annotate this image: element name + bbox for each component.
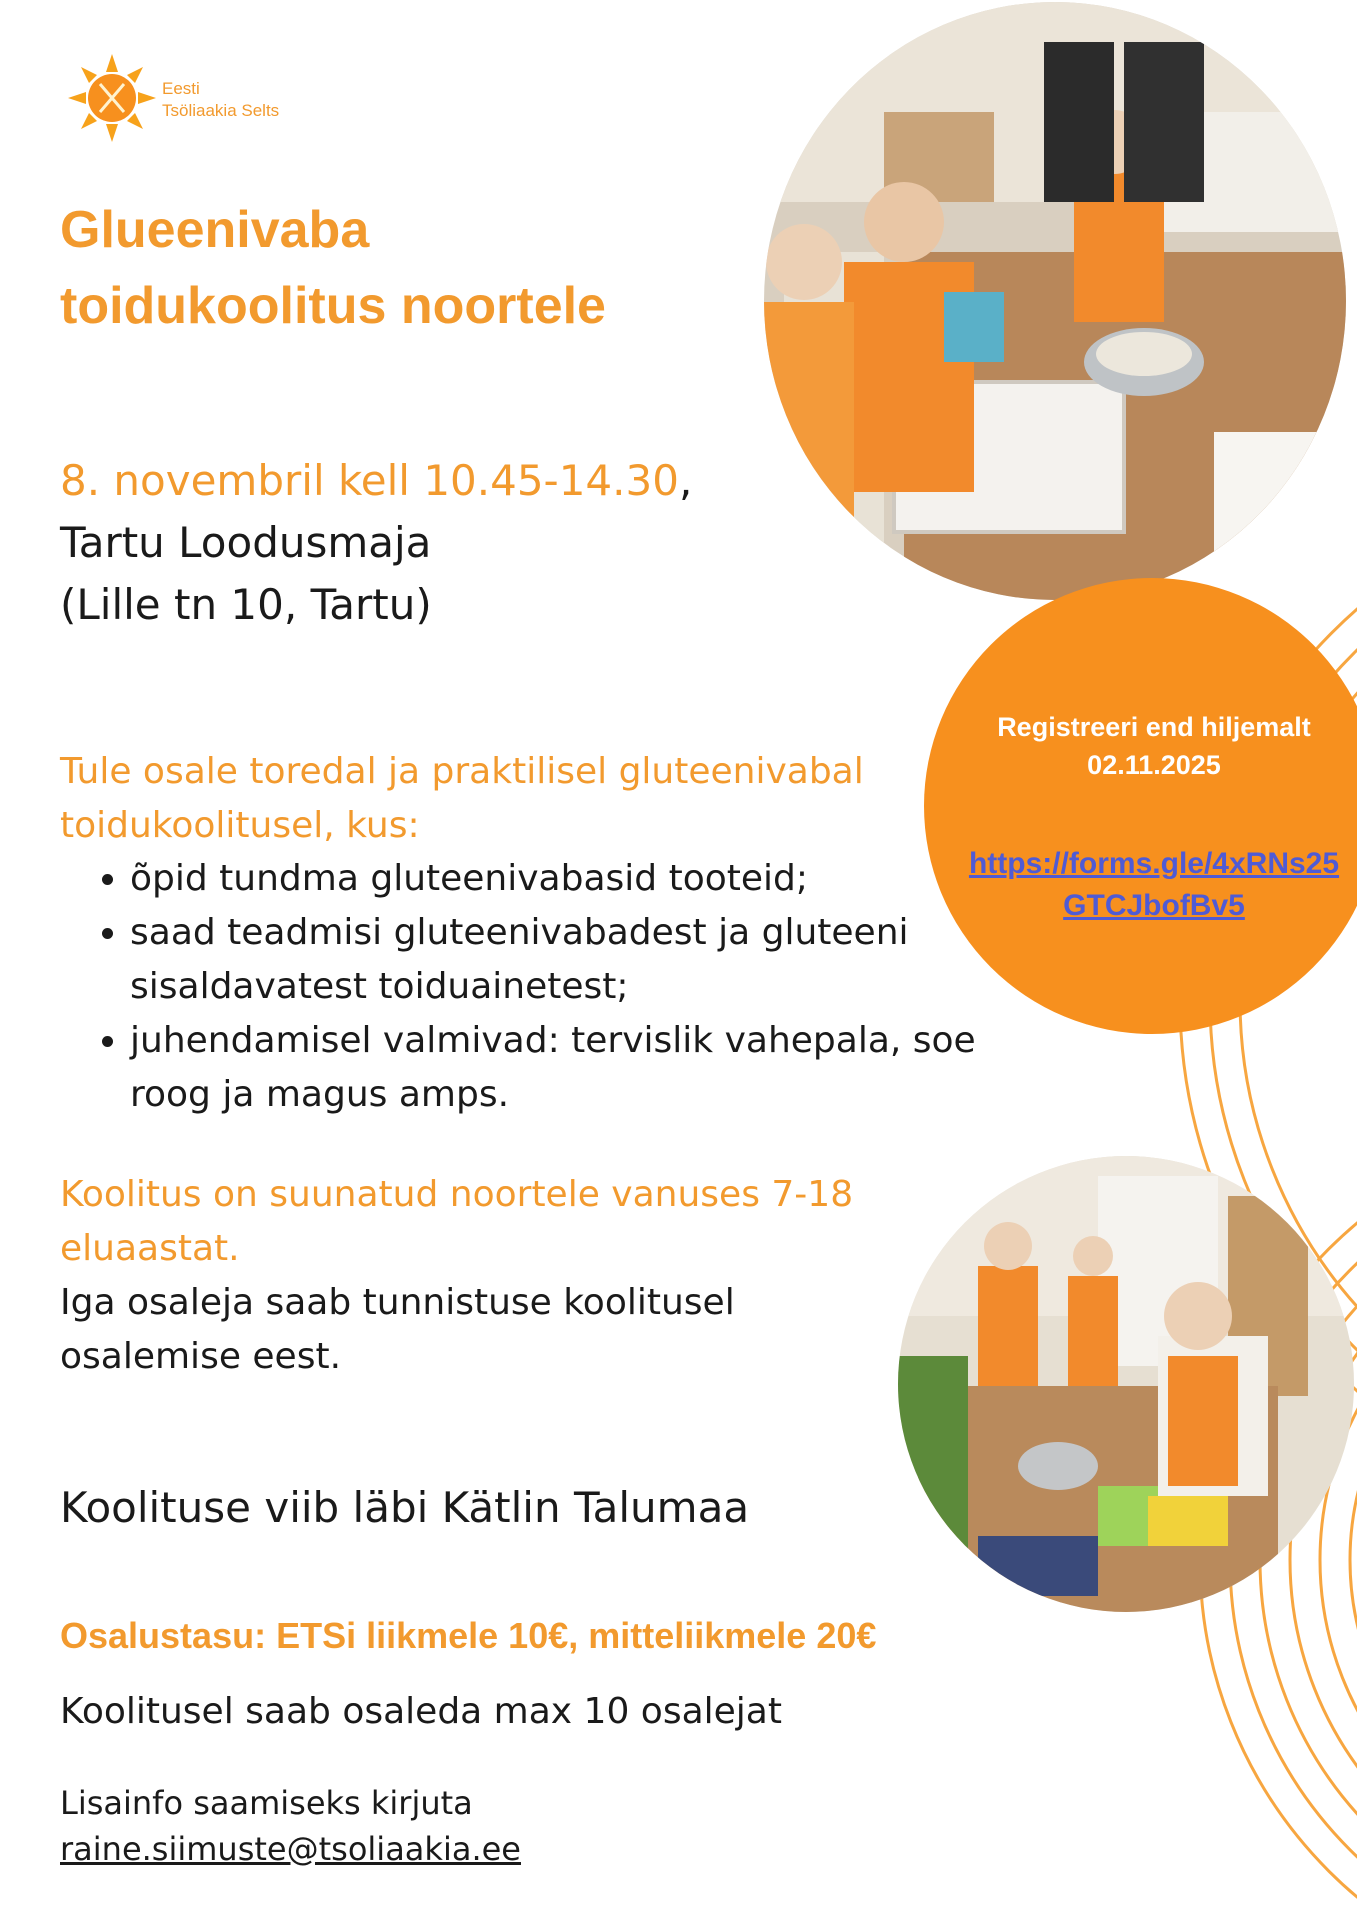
topics-list [60,852,1010,1122]
certificate-text: Iga osaleja saab tunnistuse koolitusel osalemise eest. [60,1282,735,1377]
registration-form-link[interactable]: https://forms.gle/4xRNs25GTCJbofBv5 [968,847,1340,922]
sun-logo-icon [66,52,158,144]
registration-circle [924,578,1357,1034]
event-date-time: 8. novembril kell 10.45-14.30 [60,456,679,505]
org-name-line2: Tsöliaakia Selts [162,101,280,120]
contact-block [60,1780,760,1872]
org-name-line1: Eesti [162,79,200,98]
list-item: • saad teadmisi gluteenivabadest ja gluteeni sisaldavatest toiduainetest; [130,906,1010,1014]
cooking-photo-bottom [898,1156,1354,1612]
org-logo [66,52,326,144]
target-group-text: Koolitus on suunatud noortele vanuses 7-18 eluaastat. [60,1174,854,1269]
cooking-photo-top [764,2,1346,600]
registration-deadline [954,708,1354,784]
max-participants-text: Koolitusel saab osaleda max 10 osalejat [60,1691,782,1732]
date-comma: , [678,456,693,505]
event-time-place [60,450,820,636]
list-item: • juhendamisel valmivad: tervislik vahepala, soe roog ja magus amps. [130,1014,1010,1122]
event-venue: Tartu Loodusmaja [60,518,432,567]
title-line2: toidukoolitus noortele [60,277,606,335]
contact-email-link[interactable]: raine.siimuste@tsoliaakia.ee [60,1830,521,1868]
title-line1: Glueenivaba [60,201,370,259]
registration-deadline-date: 02.11.2025 [1087,750,1221,780]
registration-deadline-label: Registreeri end hiljemalt [997,712,1311,742]
contact-label: Lisainfo saamiseks kirjuta [60,1784,473,1822]
fee-text: Osalustasu: ETSi liikmele 10€, mitteliikmele 20€ [60,1615,877,1656]
intro-text: Tule osale toredal ja praktilisel gluteenivabal toidukoolitusel, kus: [60,751,864,846]
page-title [60,192,760,344]
event-address: (Lille tn 10, Tartu) [60,580,432,629]
instructor-text: Koolituse viib läbi Kätlin Talumaa [60,1483,750,1532]
list-item: • õpid tundma gluteenivabasid tooteid; [130,852,1010,906]
